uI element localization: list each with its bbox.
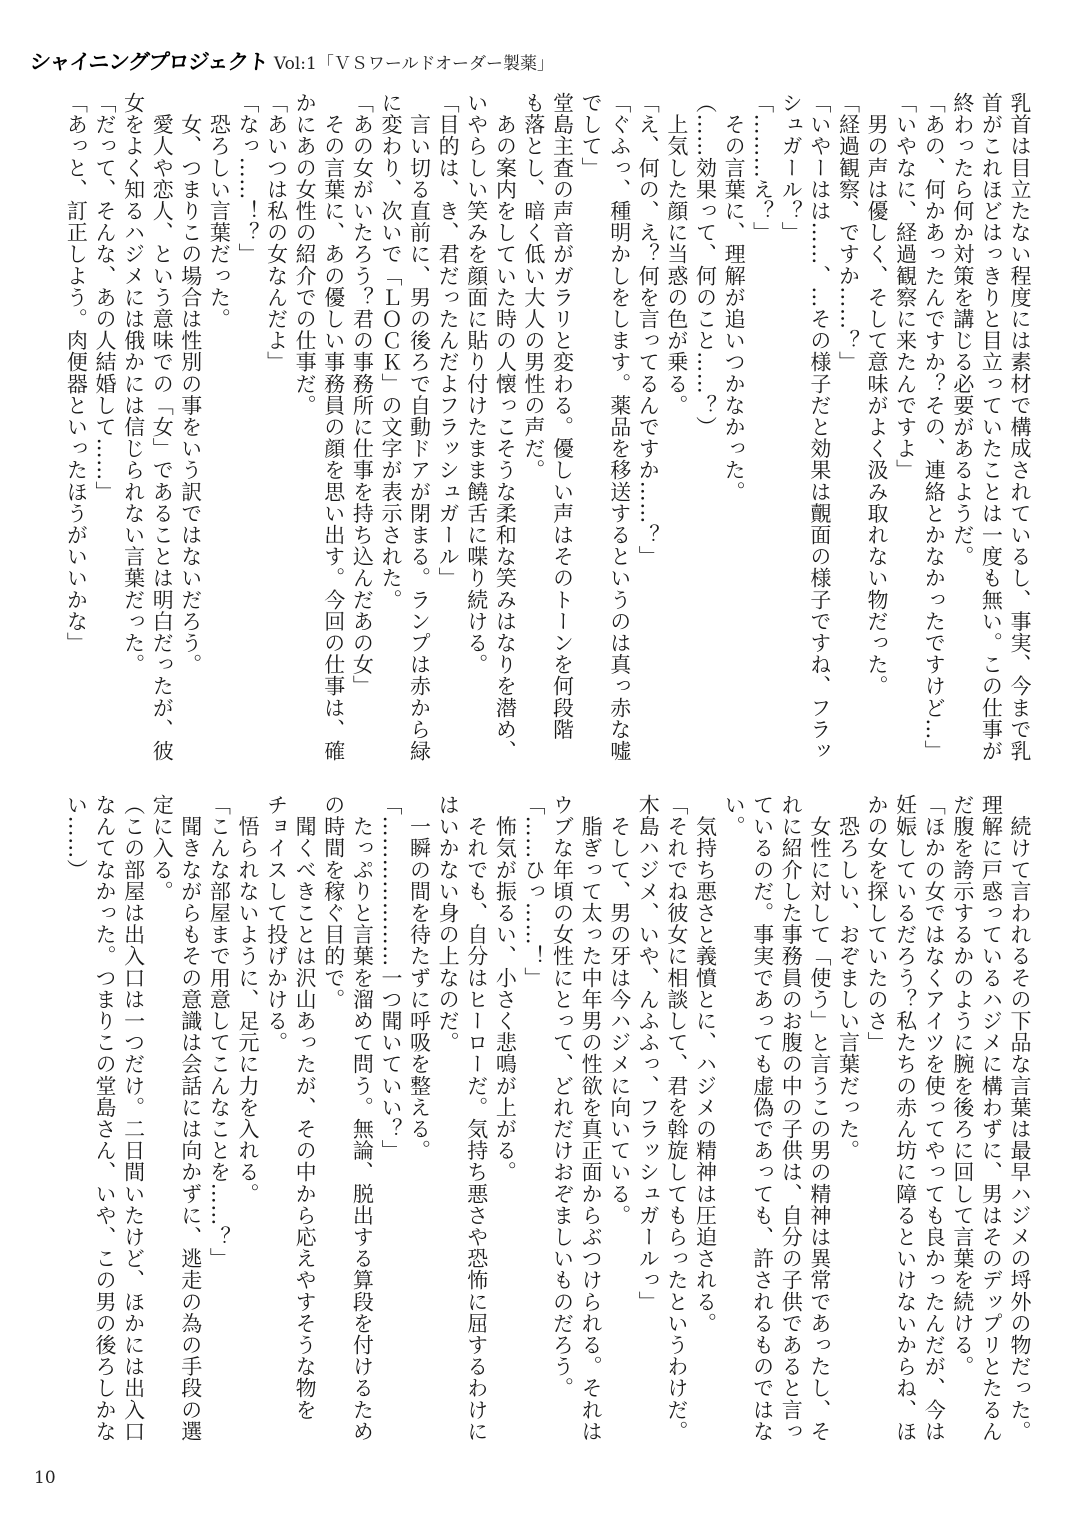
text-line: 乳首は目立たない程度には素材で構成されているし、事実、今まで乳 bbox=[1008, 92, 1032, 762]
text-line: 「……ひっ……！」 bbox=[521, 794, 546, 989]
text-line: 言い切る直前に、男の後ろで自動ドアが閉まる。ランプは赤から緑 bbox=[407, 92, 432, 762]
text-line: たっぷりと言葉を溜めて問う。無論、脱出する算段を付けるため bbox=[350, 794, 375, 1442]
text-line: 「あの、何かあったんですか？その、連絡とかなかったですけど…」 bbox=[922, 92, 947, 762]
text-line: そして、男の牙は今ハジメに向いている。 bbox=[607, 794, 632, 1226]
text-line: いやらしい笑みを顔面に貼り付けたまま饒舌に喋り続ける。 bbox=[464, 92, 489, 676]
text-line: 「…………………一つ聞いていい？」 bbox=[378, 794, 403, 1162]
text-line: ウブな年頃の女性にとって、どれだけおぞましいものだろう。 bbox=[550, 794, 575, 1399]
text-line: 木島ハジメ、いや、んふふっ、フラッシュガールっ」 bbox=[636, 794, 661, 1313]
text-line: 「いやなに、経過観察に来たんですよ」 bbox=[893, 92, 918, 481]
text-line: 「あっと、訂正しよう。肉便器といったほうがいいかな」 bbox=[64, 92, 89, 654]
text-line: い。 bbox=[722, 794, 747, 838]
text-line: はいかない身の上なのだ。 bbox=[436, 794, 461, 1054]
text-line: （この部屋は出入口は一つだけ。二日間いたけど、ほかには出入口 bbox=[121, 794, 146, 1442]
text-line: れに紹介した事務員のお腹の中の子供は、自分の子供であると言っ bbox=[779, 794, 804, 1442]
text-line: 「それでね彼女に相談して、君を斡旋してもらったというわけだ。 bbox=[664, 794, 689, 1442]
text-line: い……） bbox=[64, 794, 89, 881]
text-line: 「え、何の、え？何を言ってるんですか……？」 bbox=[636, 92, 661, 568]
text-line: 終わったら何か対策を講じる必要があるようだ。 bbox=[950, 92, 975, 568]
text-line: 脂ぎって太った中年男の性欲を真正面からぶつけられる。それは bbox=[579, 794, 604, 1442]
text-line: 女、つまりこの場合は性別の事をいう訳ではないだろう。 bbox=[178, 92, 203, 676]
text-line: だ腹を誇示するかのように腕を後ろに回して言葉を続ける。 bbox=[950, 794, 975, 1378]
text-line: シュガール？」 bbox=[779, 92, 804, 244]
text-line: 男の声は優しく、そして意味がよく汲み取れない物だった。 bbox=[865, 92, 890, 697]
text-line: 「こんな部屋まで用意してこんなことを……？」 bbox=[207, 794, 232, 1270]
text-line: 「………え？」 bbox=[750, 92, 775, 244]
text-line: 「なっ……！？」 bbox=[235, 92, 260, 265]
text-line: それでも、自分はヒーローだ。気持ち悪さや恐怖に屈するわけに bbox=[464, 794, 489, 1442]
text-line: の時間を稼ぐ目的で。 bbox=[321, 794, 346, 1010]
text-line: かの女を探していたのさ」 bbox=[865, 794, 890, 1054]
text-line: 妊娠しているだろう？私たちの赤ん坊に障るといけないからね、ほ bbox=[893, 794, 918, 1442]
text-line: （……効果って、何のこと……？） bbox=[693, 92, 718, 438]
text-line: 気持ち悪さと義憤とに、ハジメの精神は圧迫される。 bbox=[693, 794, 718, 1334]
text-line: 一瞬の間を待たずに呼吸を整える。 bbox=[407, 794, 432, 1162]
text-line: 「あいつは私の女なんだよ」 bbox=[264, 92, 289, 373]
text-line: 「いやーはは……、…その様子だと効果は覿面の様子ですね、フラッ bbox=[807, 92, 832, 762]
page-number: 10 bbox=[34, 1468, 56, 1488]
text-line: ているのだ。事実であっても虚偽であっても、許されるものではな bbox=[750, 794, 775, 1442]
text-line: 「あの女がいたろう？君の事務所に仕事を持ち込んだあの女」 bbox=[350, 92, 375, 697]
text-line: かにあの女性の紹介での仕事だ。 bbox=[293, 92, 318, 416]
text-line: その言葉に、あの優しい事務員の顔を思い出す。今回の仕事は、確 bbox=[321, 92, 346, 762]
text-line: 悟られないように、足元に力を入れる。 bbox=[235, 794, 260, 1205]
text-line: 首がこれほどはっきりと目立っていたことは一度も無い。この仕事が bbox=[979, 92, 1004, 762]
running-header bbox=[30, 46, 554, 76]
series-logo: シャイニングプロジェクト bbox=[28, 50, 270, 74]
text-line: 上気した顔に当惑の色が乗る。 bbox=[664, 92, 689, 416]
text-line: でして」 bbox=[579, 92, 604, 179]
text-line: 恐ろしい言葉だった。 bbox=[207, 92, 232, 330]
text-line: なんてなかった。つまりこの堂島さん、いや、この男の後ろしかな bbox=[93, 794, 117, 1442]
text-block-lower bbox=[62, 794, 1034, 1462]
text-line: 理解に戸惑っているハジメに構わずに、男はそのデップリとたるん bbox=[979, 794, 1004, 1442]
text-line: 「ほかの女ではなくアイツを使ってやっても良かったんだが、今は bbox=[922, 794, 947, 1442]
text-line: 堂島主査の声音がガラリと変わる。優しい声はそのトーンを何段階 bbox=[550, 92, 575, 740]
text-line: 愛人や恋人、という意味での「女」であることは明白だったが、彼 bbox=[150, 92, 175, 762]
text-line: 女をよく知るハジメには俄かには信じられない言葉だった。 bbox=[121, 92, 146, 676]
text-line: も落とし、暗く低い大人の男性の声だ。 bbox=[521, 92, 546, 481]
volume-title: Vol:1「ＶＳワールドオーダー製薬」 bbox=[273, 54, 554, 74]
text-line: あの案内をしていた時の人懐っこそうな柔和な笑みはなりを潜め、 bbox=[493, 92, 518, 762]
text-line: 定に入る。 bbox=[150, 794, 175, 902]
text-line: 続けて言われるその下品な言葉は最早ハジメの埒外の物だった。 bbox=[1008, 794, 1032, 1442]
text-line: その言葉に、理解が追いつかなかった。 bbox=[722, 92, 747, 503]
text-line: 怖気が振るい、小さく悲鳴が上がる。 bbox=[493, 794, 518, 1183]
text-line: チョイスして投げかける。 bbox=[264, 794, 289, 1054]
text-line: 「ぐふっ、種明かしをします。薬品を移送するというのは真っ赤な嘘 bbox=[607, 92, 632, 762]
text-line: 女性に対して「使う」と言うこの男の精神は異常であったし、そ bbox=[807, 794, 832, 1442]
text-line: 聞きながらもその意識は会話には向かずに、逃走の為の手段の選 bbox=[178, 794, 203, 1442]
text-line: に変わり、次いで「ＬＯＣＫ」の文字が表示された。 bbox=[378, 92, 403, 611]
text-line: 聞くべきことは沢山あったが、その中から応えやすそうな物を bbox=[293, 794, 318, 1421]
text-line: 「目的は、き、君だったんだよフラッシュガール」 bbox=[436, 92, 461, 589]
text-line: 恐ろしい、おぞましい言葉だった。 bbox=[836, 794, 861, 1162]
text-line: 「経過観察、ですか……？」 bbox=[836, 92, 861, 373]
text-line: 「だって、そんな、あの人結婚して……」 bbox=[93, 92, 117, 503]
text-block-upper bbox=[62, 92, 1034, 782]
